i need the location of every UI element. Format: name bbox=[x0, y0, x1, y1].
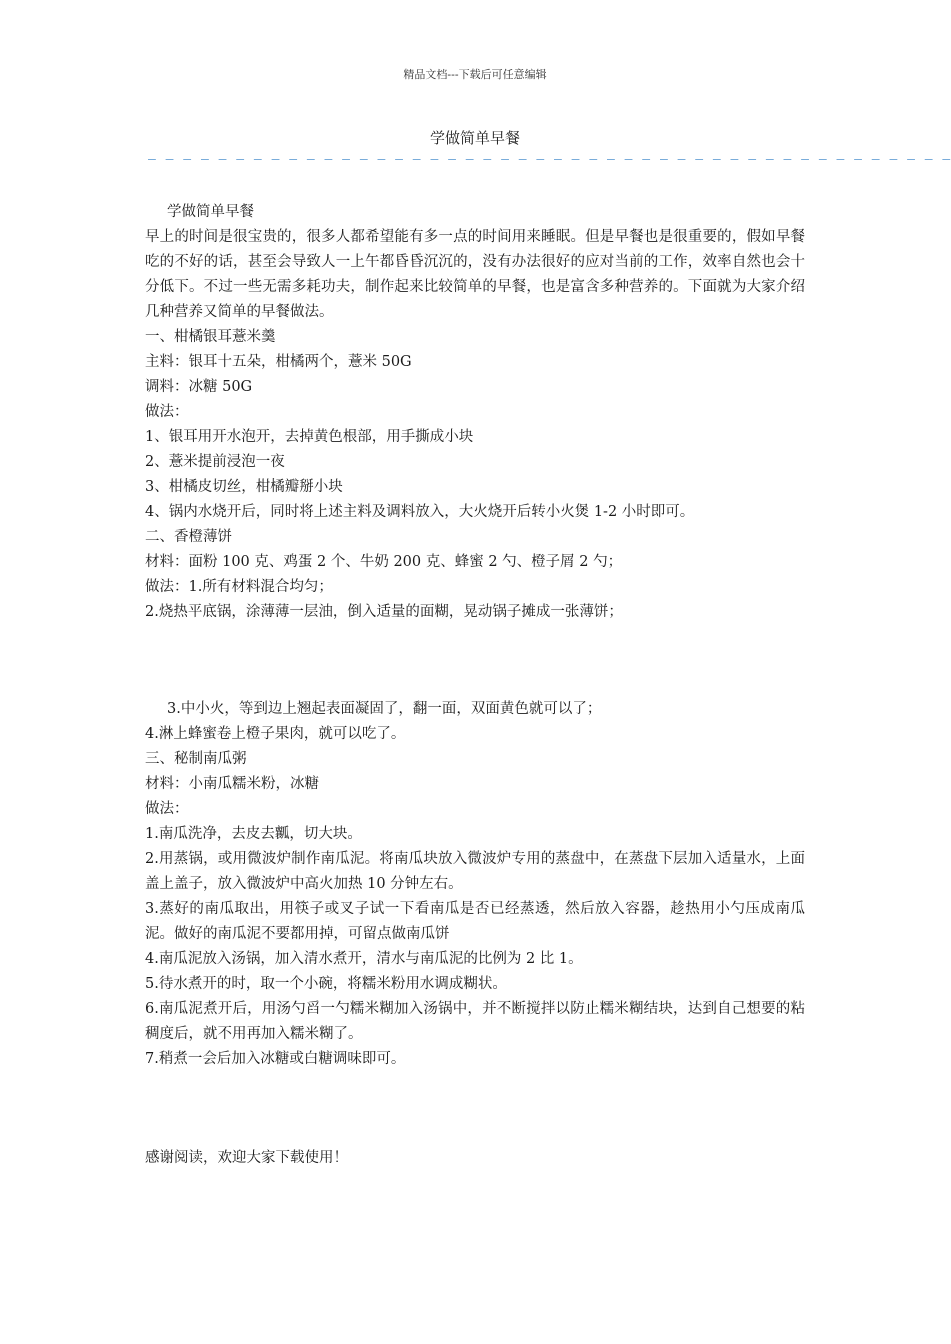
recipe-2-step-1: 做法：1.所有材料混合均匀； bbox=[145, 579, 333, 595]
header-note: 精品文档---下载后可任意编辑 bbox=[403, 68, 547, 81]
recipe-2-step-4: 4.淋上蜂蜜卷上橙子果肉，就可以吃了。 bbox=[145, 726, 406, 742]
recipe-3-title: 三、秘制南瓜粥 bbox=[145, 751, 247, 767]
recipe-1-step-4: 4、锅内水烧开后，同时将上述主料及调料放入，大火烧开后转小火煲 1-2 小时即可。 bbox=[145, 504, 695, 520]
recipe-2-title: 二、香橙薄饼 bbox=[145, 529, 232, 545]
recipe-1-method-label: 做法： bbox=[145, 404, 189, 420]
closing-note: 感谢阅读，欢迎大家下载使用！ bbox=[145, 1150, 348, 1166]
recipe-2-step-2: 2.烧热平底锅，涂薄薄一层油，倒入适量的面糊，晃动锅子摊成一张薄饼； bbox=[145, 604, 623, 620]
recipe-3-method-label: 做法： bbox=[145, 801, 189, 817]
recipe-3-ingredients: 材料：小南瓜糯米粉，冰糖 bbox=[145, 776, 319, 792]
recipe-3-step-4: 4.南瓜泥放入汤锅，加入清水煮开，清水与南瓜泥的比例为 2 比 1。 bbox=[145, 951, 583, 967]
recipe-1-main-ingredients: 主料：银耳十五朵，柑橘两个，薏米 50G bbox=[145, 354, 412, 370]
document-title: 学做简单早餐 bbox=[429, 129, 520, 147]
title-divider: — — — — — — — — — — — — — — — — — — — — — — — — — — — — — — — — — — — — — — — — — — — — — — bbox=[148, 152, 951, 167]
recipe-1-title: 一、柑橘银耳薏米羹 bbox=[145, 329, 276, 345]
recipe-3-step-6: 6.南瓜泥煮开后，用汤勺舀一勺糯米糊加入汤锅中，并不断搅拌以防止糯米糊结块，达到自己想要的粘稠度后，就不用再加入糯米糊了。 bbox=[145, 1001, 805, 1042]
recipe-3-step-5: 5.待水煮开的时，取一个小碗，将糯米粉用水调成糊状。 bbox=[145, 976, 507, 992]
recipe-3-step-3: 3.蒸好的南瓜取出，用筷子或叉子试一下看南瓜是否已经蒸透，然后放入容器，趁热用小勺压成南瓜泥。做好的南瓜泥不要都用掉，可留点做南瓜饼 bbox=[145, 901, 805, 942]
recipe-2-step-3: 3.中小火，等到边上翘起表面凝固了，翻一面，双面黄色就可以了； bbox=[167, 701, 602, 717]
recipe-1-step-1: 1、银耳用开水泡开，去掉黄色根部，用手撕成小块 bbox=[145, 429, 474, 445]
body-section-2 bbox=[145, 697, 805, 1072]
body-section-1 bbox=[145, 200, 805, 625]
recipe-1-seasoning: 调料：冰糖 50G bbox=[145, 379, 253, 395]
intro-paragraph: 早上的时间是很宝贵的，很多人都希望能有多一点的时间用来睡眠。但是早餐也是很重要的，假如早餐吃的不好的话，甚至会导致人一上午都昏昏沉沉的，没有办法很好的应对当前的工作，效率自然也会十分低下。不过一些无需多耗功夫，制作起来比较简单的早餐，也是富含多种营养的。下面就为大家介绍几种营养又简单的早餐做法。 bbox=[145, 229, 805, 320]
recipe-3-step-7: 7.稍煮一会后加入冰糖或白糖调味即可。 bbox=[145, 1051, 406, 1067]
recipe-1-step-2: 2、薏米提前浸泡一夜 bbox=[145, 454, 285, 470]
section-heading: 学做简单早餐 bbox=[167, 204, 254, 220]
recipe-3-step-2: 2.用蒸锅，或用微波炉制作南瓜泥。将南瓜块放入微波炉专用的蒸盘中，在蒸盘下层加入适量水，上面盖上盖子，放入微波炉中高火加热 10 分钟左右。 bbox=[145, 851, 805, 892]
recipe-2-ingredients: 材料：面粉 100 克、鸡蛋 2 个、牛奶 200 克、蜂蜜 2 勺、橙子屑 2 勺； bbox=[145, 554, 623, 570]
recipe-3-step-1: 1.南瓜洗净，去皮去瓤，切大块。 bbox=[145, 826, 362, 842]
recipe-1-step-3: 3、柑橘皮切丝，柑橘瓣掰小块 bbox=[145, 479, 343, 495]
